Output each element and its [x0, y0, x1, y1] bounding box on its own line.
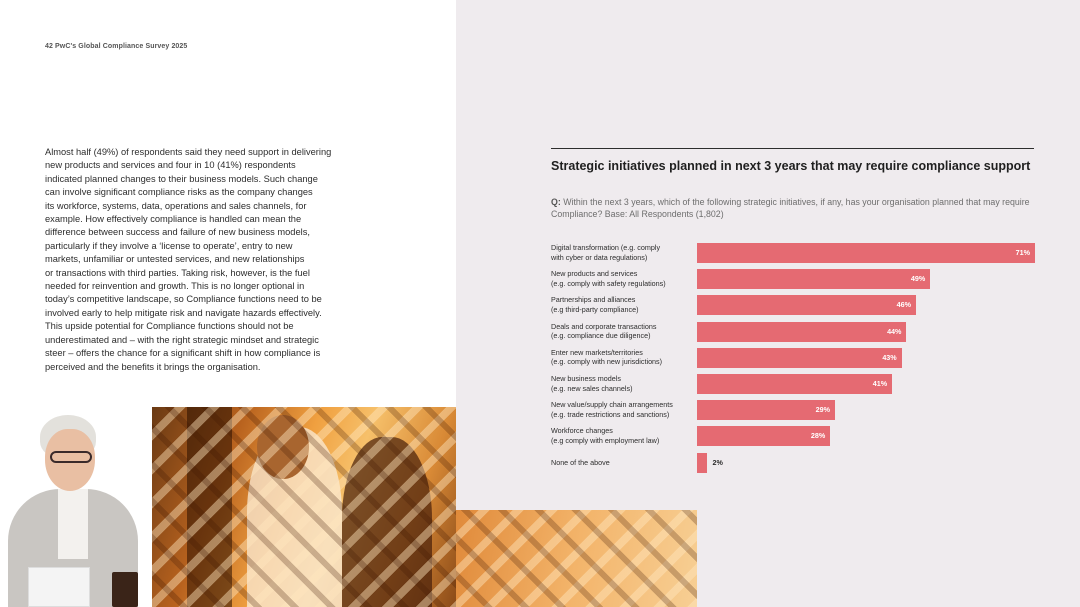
bar-value-label: 46%	[896, 300, 911, 310]
category-label-line: (e.g comply with employment law)	[551, 435, 660, 445]
category-label	[551, 458, 696, 468]
bar-value-label: 49%	[910, 274, 926, 284]
photo-woman-at-desk	[0, 407, 152, 607]
body-line: indicated planned changes to their business models. Such change	[45, 173, 318, 184]
category-label	[551, 426, 696, 445]
body-line: can involve significant compliance risks as the company changes	[45, 187, 313, 198]
body-line: or transactions with third parties. Taking risk, however, is the fuel	[45, 267, 310, 278]
chart-row	[551, 374, 1034, 394]
chart-question	[551, 196, 1034, 220]
bar-value-label: 44%	[887, 326, 902, 336]
photo-shadow-stripes	[152, 407, 456, 607]
body-line: its workforce, systems, data, operations and sales channels, for	[45, 200, 307, 211]
chart-row	[551, 400, 1034, 420]
bar	[697, 322, 906, 342]
category-label	[551, 348, 696, 367]
bar	[697, 426, 830, 446]
body-line: difference between success and failure of new business models,	[45, 227, 310, 238]
body-line: example. How effectively compliance is handled can mean the	[45, 214, 302, 225]
bar-value-label: 28%	[810, 431, 826, 441]
category-label	[551, 243, 696, 262]
photo-figure	[58, 489, 88, 559]
category-label-line: Deals and corporate transactions	[551, 321, 657, 331]
photo-extension	[456, 510, 697, 607]
category-label-line: Partnerships and alliances	[551, 295, 636, 305]
body-line: This upside potential for Compliance functions should not be	[45, 321, 294, 332]
photo-shadow-stripes	[456, 510, 697, 607]
chart-row	[551, 295, 1034, 315]
category-label-line: (e.g. comply with new jurisdictions)	[551, 357, 663, 367]
category-label-line: (e.g. new sales channels)	[551, 383, 633, 393]
chart-row	[551, 322, 1034, 342]
category-label-line: (e.g. trade restrictions and sanctions)	[551, 409, 670, 419]
body-line: needed for reinvention and growth. This is no longer optional in	[45, 281, 305, 292]
bar	[697, 269, 930, 289]
bar	[697, 453, 707, 473]
page-header: 42 PwC's Global Compliance Survey 2025	[45, 43, 188, 50]
body-line: Almost half (49%) of respondents said they need support in delivering	[45, 147, 332, 157]
category-label	[551, 295, 696, 314]
bar-value-label: 41%	[872, 379, 888, 388]
category-label-line: New business models	[551, 374, 621, 383]
category-label-line: with cyber or data regulations)	[551, 252, 648, 262]
category-label	[551, 400, 696, 419]
chart-row	[551, 348, 1034, 368]
category-label	[551, 374, 696, 393]
bar-value-label: 71%	[1015, 248, 1030, 257]
category-label-line: (e.g. compliance due diligence)	[551, 331, 651, 341]
question-prefix: Q:	[551, 197, 561, 207]
category-label-line: Digital transformation (e.g. comply	[551, 243, 661, 252]
bar-value-label: 43%	[882, 352, 897, 362]
chart-row	[551, 453, 1034, 473]
bar	[697, 295, 916, 315]
body-line: perceived and the benefits it brings the organisation.	[45, 361, 261, 372]
body-line: involved early to help mitigate risk and navigate hazards effectively.	[45, 307, 322, 318]
chart-row	[551, 243, 1034, 263]
body-line: underestimated and – with the right strategic mindset and strategic	[45, 334, 319, 345]
chart-row	[551, 426, 1034, 446]
photo-coffee-cup	[112, 572, 138, 607]
category-label	[551, 322, 696, 341]
body-line: today’s competitive landscape, so Compliance functions need to be	[45, 294, 322, 305]
category-label-line: Workforce changes	[551, 426, 613, 436]
body-line: markets, unfamiliar or untested services, and new relationships	[45, 254, 305, 265]
bar-value-label: 2%	[712, 457, 723, 467]
chart-row	[551, 269, 1034, 289]
category-label-line: New products and services	[551, 269, 638, 279]
photo-laptop	[28, 567, 90, 607]
chart-title: Strategic initiatives planned in next 3 years that may require compliance support	[551, 159, 1031, 173]
body-line: particularly if they involve a ‘license to operate’, entry to new	[45, 240, 293, 251]
category-label	[551, 269, 696, 288]
category-label-line: New value/supply chain arrangements	[551, 400, 673, 410]
category-label-line: (e.g. comply with safety regulations)	[551, 278, 666, 288]
photo-figure	[50, 451, 92, 463]
bar	[697, 400, 835, 420]
photo-colleagues-talking	[152, 407, 456, 607]
category-label-line: (e.g third-party compliance)	[551, 304, 639, 314]
bar	[697, 374, 892, 394]
body-paragraph	[45, 146, 370, 374]
body-line: steer – offers the chance for a significant shift in how compliance is	[45, 348, 321, 359]
bar	[697, 348, 902, 368]
category-label-line: None of the above	[551, 457, 610, 467]
question-text: Within the next 3 years, which of the following strategic initiatives, if any, has your organisation planned that may require Compliance? Base: All Respondents (1,802)	[551, 197, 1030, 219]
chart-top-rule	[551, 148, 1034, 149]
category-label-line: Enter new markets/territories	[551, 347, 643, 357]
bar	[697, 243, 1035, 263]
bar-value-label: 29%	[815, 405, 831, 415]
body-line: new products and services and four in 10 (41%) respondents	[45, 160, 296, 171]
